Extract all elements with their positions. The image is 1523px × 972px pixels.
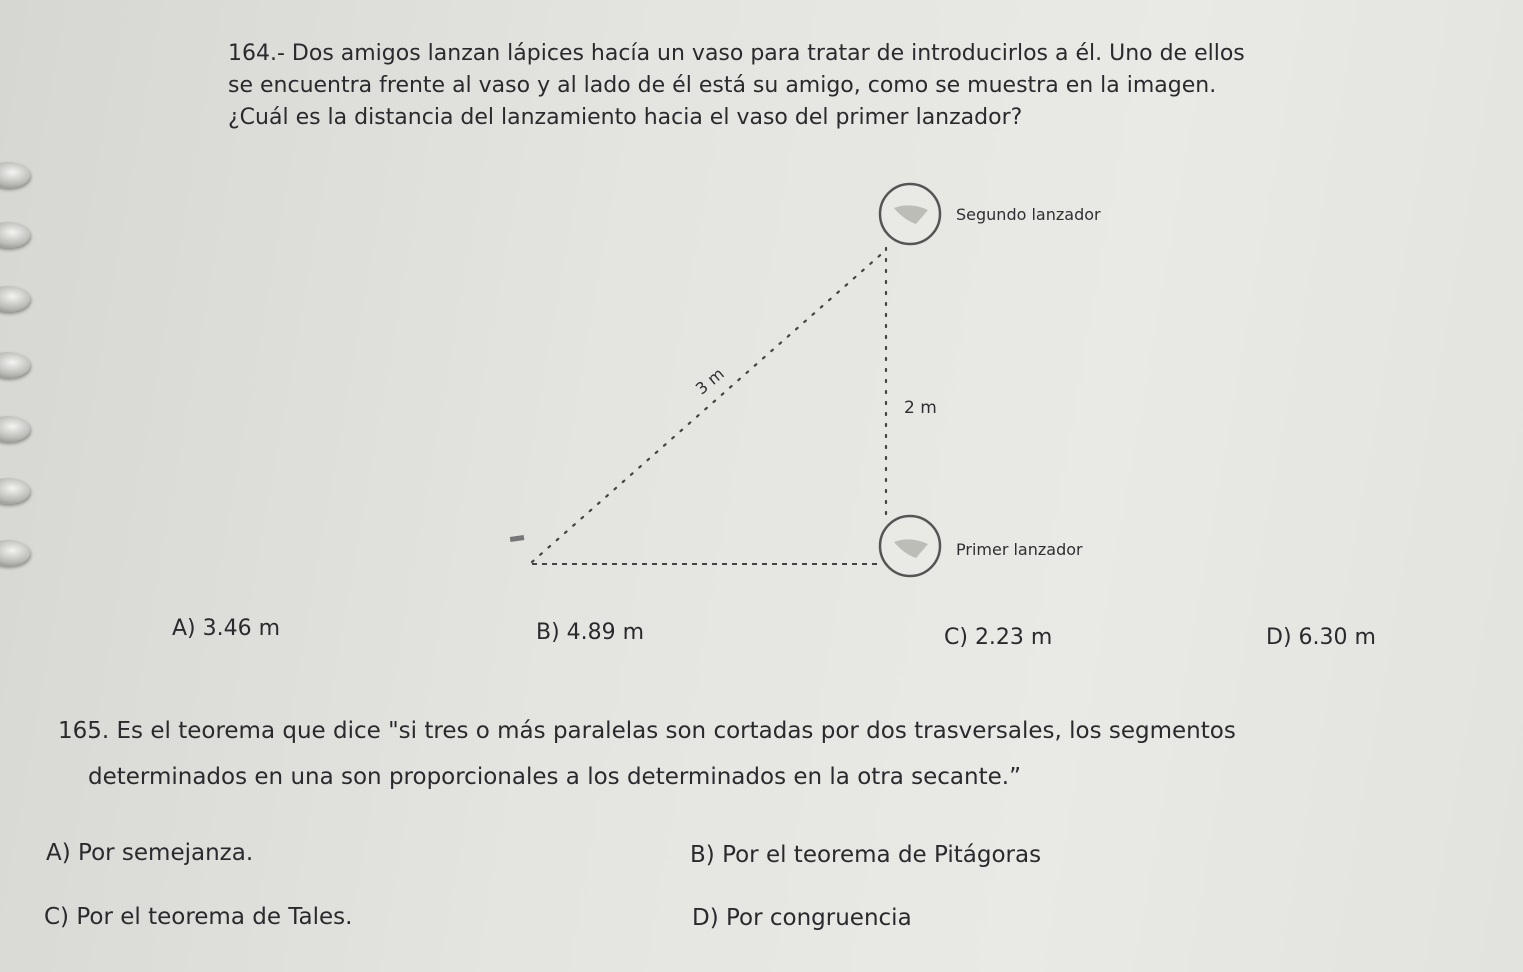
question-165-line: 165. Es el teorema que dice "si tres o más paralelas son cortadas por dos trasversales, los segmentos [58, 718, 1236, 744]
first-thrower-icon [880, 516, 940, 576]
q165-option-a: A) Por semejanza. [46, 840, 254, 866]
question-165-line: determinados en una son proporcionales a los determinados en la otra secante.” [88, 764, 1021, 790]
binder-ring [0, 162, 30, 188]
binder-rings [0, 140, 40, 600]
binder-ring [0, 222, 30, 248]
second-thrower-icon [880, 184, 940, 244]
thrower-triangle-diagram [470, 180, 1150, 590]
q164-option-a: A) 3.46 m [172, 616, 281, 641]
question-164-line: ¿Cuál es la distancia del lanzamiento hacia el vaso del primer lanzador? [228, 105, 1023, 130]
hypotenuse-length-label: 3 m [691, 363, 728, 399]
q165-option-d: D) Por congruencia [692, 905, 912, 931]
q165-option-c: C) Por el teorema de Tales. [44, 904, 353, 930]
pencil-mark [510, 535, 525, 542]
binder-ring [0, 286, 30, 312]
question-165-text [58, 708, 1236, 800]
question-164-line: 164.- Dos amigos lanzan lápices hacía un vaso para tratar de introducirlos a él. Uno de ellos [228, 41, 1245, 66]
binder-ring [0, 352, 30, 378]
q164-option-b: B) 4.89 m [536, 620, 645, 645]
q165-option-b: B) Por el teorema de Pitágoras [690, 842, 1042, 868]
binder-ring [0, 540, 30, 566]
hypotenuse-line [532, 250, 886, 562]
first-thrower-label: Primer lanzador [956, 540, 1083, 559]
question-164-line: se encuentra frente al vaso y al lado de él está su amigo, como se muestra en la imagen. [228, 73, 1217, 98]
binder-ring [0, 416, 30, 442]
q164-option-d: D) 6.30 m [1266, 625, 1376, 650]
question-164-text [228, 38, 1245, 134]
vertical-length-label: 2 m [904, 398, 937, 418]
second-thrower-label: Segundo lanzador [956, 205, 1101, 224]
binder-ring [0, 478, 30, 504]
q164-option-c: C) 2.23 m [944, 625, 1053, 650]
